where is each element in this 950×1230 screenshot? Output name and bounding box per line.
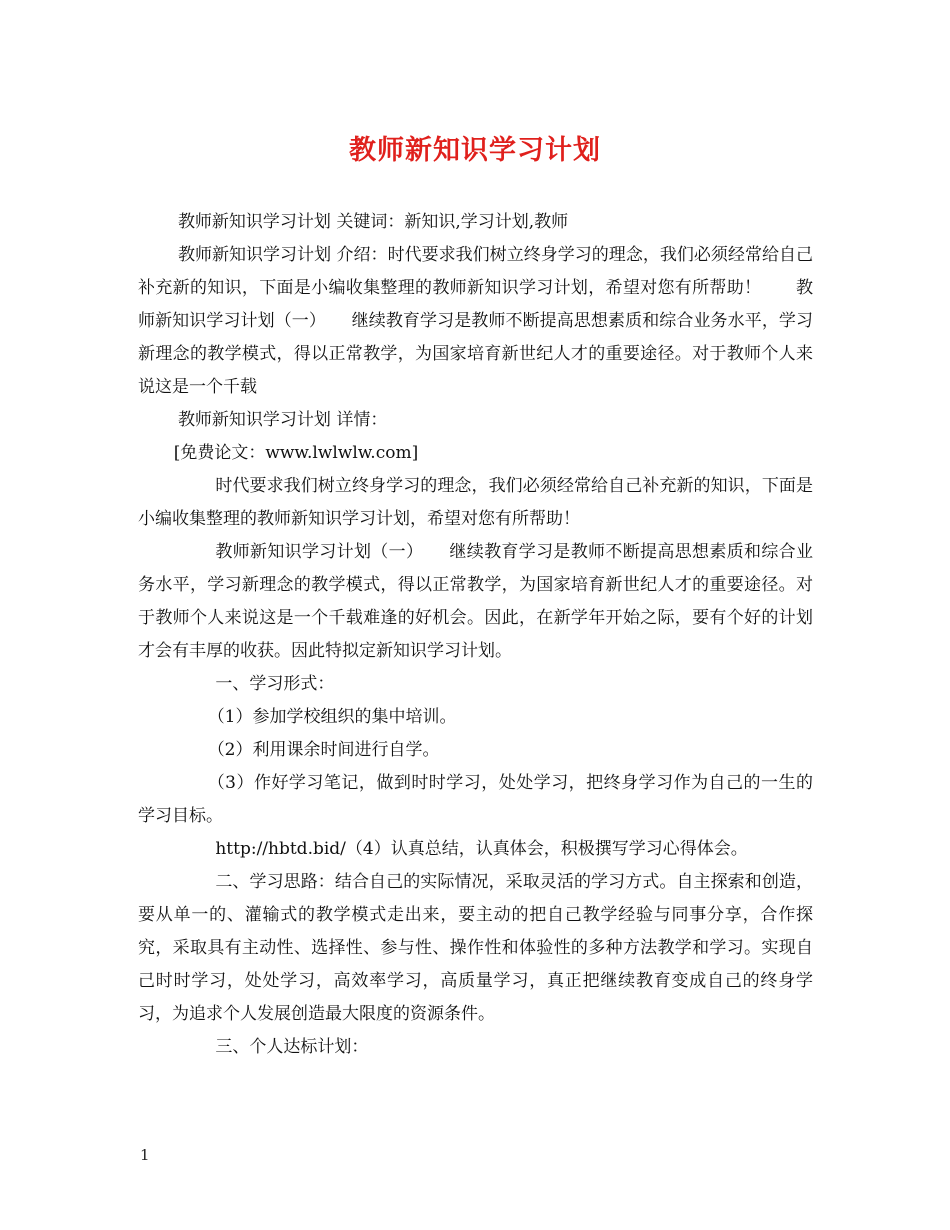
- body-paragraph: 二、学习思路：结合自己的实际情况，采取灵活的学习方式。自主探索和创造，要从单一的、灌输式的教学模式走出来，要主动的把自己教学经验与同事分享，合作探究，采取具有主动性、选择性、参与性、操作性和体验性的多种方法教学和学习。实现自己时时学习，处处学习，高效率学习，高质量学习，真正把继续教育变成自己的终身学习，为追求个人发展创造最大限度的资源条件。: [138, 872, 813, 1024]
- section-heading: 三、个人达标计划：: [215, 1037, 369, 1057]
- document-title: 教师新知识学习计划: [349, 135, 601, 166]
- list-item: （1）参加学校组织的集中培训。: [207, 707, 457, 727]
- list-item: （2）利用课余时间进行自学。: [207, 740, 440, 760]
- keywords-paragraph: 教师新知识学习计划 关键词：新知识,学习计划,教师: [177, 212, 569, 232]
- page-number: 1: [140, 1146, 150, 1164]
- list-item: http://hbtd.bid/（4）认真总结，认真体会，积极撰写学习心得体会。: [215, 839, 748, 859]
- body-paragraph: 时代要求我们树立终身学习的理念，我们必须经常给自己补充新的知识，下面是小编收集整理的教师新知识学习计划，希望对您有所帮助！: [138, 476, 813, 529]
- section-heading: 一、学习形式：: [215, 674, 335, 694]
- source-note: [免费论文：www.lwlwlw.com]: [173, 443, 419, 463]
- body-paragraph: 教师新知识学习计划（一） 继续教育学习是教师不断提高思想素质和综合业务水平，学习新理念的教学模式，得以正常教学，为国家培育新世纪人才的重要途径。对于教师个人来说这是一个千载难逢的好机会。因此，在新学年开始之际，要有个好的计划才会有丰厚的收获。因此特拟定新知识学习计划。: [138, 542, 813, 661]
- details-heading: 教师新知识学习计划 详情：: [177, 410, 388, 430]
- list-item: （3）作好学习笔记，做到时时学习，处处学习，把终身学习作为自己的一生的学习目标。: [138, 773, 813, 826]
- document-body: [138, 206, 813, 1064]
- intro-paragraph: 教师新知识学习计划 介绍：时代要求我们树立终身学习的理念，我们必须经常给自己补充新的知识，下面是小编收集整理的教师新知识学习计划，希望对您有所帮助！ 教师新知识学习计划（一） 继续教育学习是教师不断提高思想素质和综合业务水平，学习新理念的教学模式，得以正常教学，为国家培育新世纪人才的重要途径。对于教师个人来说这是一个千载: [138, 245, 813, 397]
